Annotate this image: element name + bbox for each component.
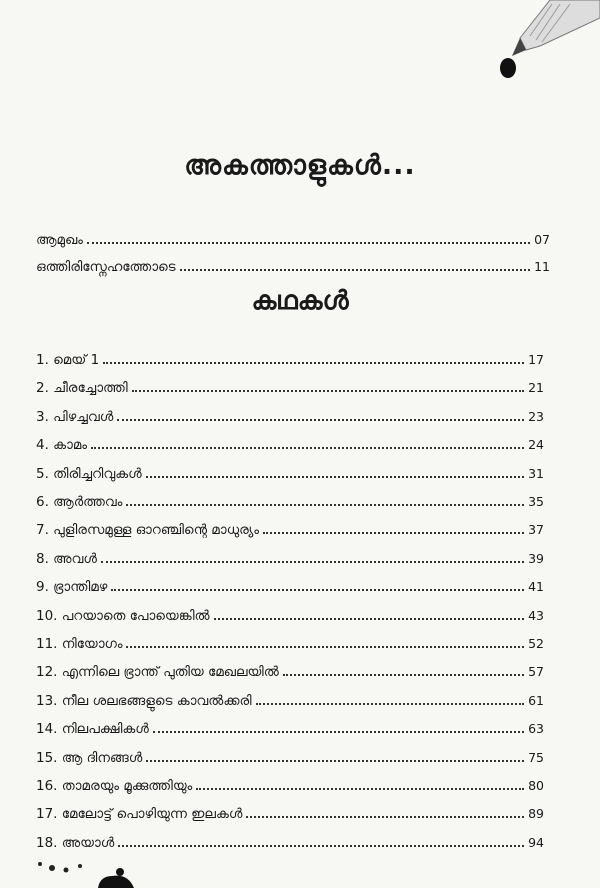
dot-leader xyxy=(132,390,524,392)
dot-leader xyxy=(214,618,525,620)
page-number: 94 xyxy=(528,834,544,850)
page-number: 17 xyxy=(528,352,544,367)
page-number: 63 xyxy=(528,721,544,737)
toc-entry-story[interactable] xyxy=(36,437,544,453)
dot-leader xyxy=(153,731,524,733)
page-number: 61 xyxy=(528,692,544,708)
story-title: 7. പുളിരസമുള്ള ഓറഞ്ചിന്റെ മാധുര്യം xyxy=(36,522,259,539)
toc-entry-story[interactable] xyxy=(36,380,544,396)
toc-entry-story[interactable] xyxy=(36,664,544,680)
story-title: 3. പിഴച്ചവൾ xyxy=(36,408,114,425)
dot-leader xyxy=(126,504,524,506)
story-title: 2. ചീരച്ചോത്തി xyxy=(36,380,128,397)
story-title: 11. നിയോഗം xyxy=(36,636,123,652)
section-title-stories: കഥകൾ xyxy=(251,286,349,316)
page-number: 31 xyxy=(528,465,544,481)
story-title: 18. അയാൾ xyxy=(36,834,115,851)
story-title: 13. നീല ശലഭങ്ങളുടെ കാവൽക്കരി xyxy=(36,692,252,709)
toc-entry-story[interactable] xyxy=(36,778,544,794)
ink-splatter-icon xyxy=(0,848,180,888)
page-number: 52 xyxy=(528,636,544,651)
page-number: 37 xyxy=(528,522,544,538)
story-title: 10. പറയാതെ പോയെങ്കിൽ xyxy=(36,607,210,624)
toc-entry-introduction[interactable]: ആമുഖം 07 xyxy=(36,232,550,248)
fountain-pen-nib-icon xyxy=(490,0,600,90)
dot-leader xyxy=(196,788,524,790)
toc-entry-story[interactable] xyxy=(36,409,544,425)
dot-leader xyxy=(111,589,524,591)
story-title: 5. തിരിച്ചറിവുകൾ xyxy=(36,465,142,482)
toc-entry-story[interactable] xyxy=(36,721,544,737)
ink-drop-icon xyxy=(500,58,516,78)
dot-leader xyxy=(246,816,524,818)
dot-leader xyxy=(126,646,524,648)
story-title: 6. ആർത്തവം xyxy=(36,494,123,510)
dot-leader xyxy=(91,447,524,449)
dot-leader xyxy=(101,561,524,563)
story-title: 15. ആ ദിനങ്ങൾ xyxy=(36,749,143,766)
toc-entry-story[interactable] xyxy=(36,494,544,510)
page-number: 35 xyxy=(528,494,544,509)
toc-entry-story[interactable] xyxy=(36,466,544,482)
toc-entry-foreword[interactable]: ഒത്തിരിസ്നേഹത്തോടെ 11 xyxy=(36,259,550,275)
toc-entry-story[interactable] xyxy=(36,579,544,595)
toc-entry-story[interactable] xyxy=(36,693,544,709)
page-number: 23 xyxy=(528,408,544,424)
story-title: 12. എന്നിലെ ഭ്രാന്ത് പുതിയ മേഖലയിൽ xyxy=(36,664,279,681)
story-title: 1. മെയ് 1 xyxy=(36,352,100,368)
dot-leader xyxy=(103,362,524,364)
toc-entry-story[interactable] xyxy=(36,636,544,652)
toc-entry-story[interactable] xyxy=(36,352,544,368)
page-number: 43 xyxy=(528,607,544,623)
story-title: 9. ഭ്രാന്തിമഴ xyxy=(36,579,108,596)
toc-entry-story[interactable] xyxy=(36,608,544,624)
toc-entry-story[interactable] xyxy=(36,806,544,822)
toc-entry-story[interactable] xyxy=(36,551,544,567)
story-title: 16. താമരയും മൂക്കുത്തിയും xyxy=(36,778,193,794)
dot-leader xyxy=(117,419,524,421)
story-title: 14. നിലപക്ഷികൾ xyxy=(36,721,149,738)
dot-leader xyxy=(263,532,524,534)
dot-leader xyxy=(146,760,524,762)
dot-leader xyxy=(283,674,524,676)
story-title: 4. കാമം xyxy=(36,437,88,454)
toc-entry-story[interactable] xyxy=(36,522,544,538)
page-number: 57 xyxy=(528,664,544,680)
page-number: 80 xyxy=(528,778,544,793)
page-number: 41 xyxy=(528,579,544,595)
page-number: 75 xyxy=(528,749,544,765)
toc-entry-story[interactable] xyxy=(36,750,544,766)
page-number: 89 xyxy=(528,806,544,822)
page-title: അകത്താളുകൾ... xyxy=(184,150,416,181)
page-number: 24 xyxy=(528,437,544,453)
story-title: 17. മേലോട്ട് പൊഴിയുന്ന ഇലകൾ xyxy=(36,806,243,823)
story-title: 8. അവൾ xyxy=(36,550,97,567)
page-number: 21 xyxy=(528,380,544,396)
page-number: 39 xyxy=(528,550,544,566)
dot-leader xyxy=(256,703,525,705)
dot-leader xyxy=(146,476,524,478)
dot-leader xyxy=(118,845,524,847)
